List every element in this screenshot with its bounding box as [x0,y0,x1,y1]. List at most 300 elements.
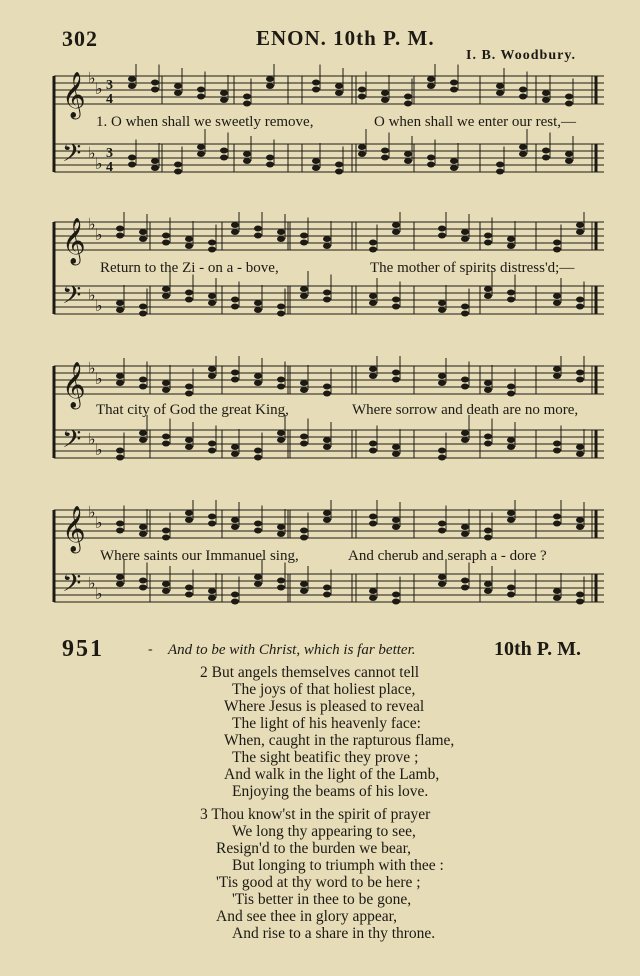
note-head [139,377,147,383]
note-head [542,97,550,103]
note-head [369,448,377,454]
verse-line: And walk in the light of the Lamb, [224,766,440,783]
note-head [542,90,550,96]
note-head [254,448,262,454]
note-head [369,300,377,306]
time-signature-top: 3 [106,78,113,93]
note-head [277,531,285,537]
note-head [185,243,193,249]
note-head [185,384,193,390]
note-head [542,148,550,154]
note-head [576,377,584,383]
flat-icon: ♭ [95,296,103,315]
note-head [208,441,216,447]
note-head [185,517,193,523]
note-head [231,592,239,598]
note-head [185,510,193,516]
note-head [208,373,216,379]
note-head [461,578,469,584]
verse-line: The light of his heavenly face: [232,715,421,732]
note-head [243,101,251,107]
note-head [139,384,147,390]
note-head [277,437,285,443]
flat-icon: ♭ [88,429,96,449]
note-head [312,165,320,171]
note-head [116,300,124,306]
verse-3 [200,806,620,942]
note-head [392,370,400,376]
note-head [553,300,561,306]
note-head [323,517,331,523]
note-head [128,162,136,168]
lyric-1a: 1. O when shall we sweetly remove, [96,114,314,130]
note-head [266,76,274,82]
note-head [335,83,343,89]
note-head [116,528,124,534]
verse-line: When, caught in the rapturous flame, [224,732,455,749]
note-head [174,90,182,96]
note-head [438,574,446,580]
lyric-2b: The mother of spirits distress'd;— [370,260,575,276]
note-head [392,592,400,598]
note-head [162,528,170,534]
note-head [392,451,400,457]
note-head [519,144,527,150]
hymn-number: 951 [62,636,104,662]
note-head [392,229,400,235]
note-head [208,521,216,527]
lyric-3a: That city of God the great King, [96,402,289,418]
note-head [208,514,216,520]
note-head [231,524,239,530]
flat-icon: ♭ [95,369,103,388]
note-head [507,585,515,591]
note-head [312,87,320,93]
note-head [139,236,147,242]
note-head [220,90,228,96]
note-head [323,236,331,242]
heading-dash: - [148,642,153,657]
note-head [277,524,285,530]
treble-clef-icon: 𝄞 [62,218,86,264]
note-head [369,293,377,299]
note-head [335,90,343,96]
flat-icon: ♭ [88,502,96,522]
note-head [231,599,239,605]
note-head [185,297,193,303]
note-head [323,391,331,397]
note-head [484,380,492,386]
note-head [427,83,435,89]
note-head [323,585,331,591]
hymn-meter: 10th P. M. [494,638,582,660]
note-head [507,290,515,296]
note-head [404,101,412,107]
bass-clef-icon: 𝄢 [62,569,82,604]
note-head [243,151,251,157]
note-head [484,581,492,587]
note-head [231,377,239,383]
note-head [553,521,561,527]
note-head [461,236,469,242]
note-head [300,535,308,541]
note-head [300,293,308,299]
note-head [461,524,469,530]
bass-clef-icon: 𝄢 [62,425,82,460]
note-head [266,155,274,161]
bass-clef-icon: 𝄢 [62,281,82,316]
note-head [185,236,193,242]
note-head [484,528,492,534]
note-head [116,373,124,379]
note-head [151,158,159,164]
note-head [139,531,147,537]
treble-clef-icon: 𝄞 [62,506,86,552]
note-head [553,514,561,520]
note-head [300,581,308,587]
note-head [438,455,446,461]
note-head [162,588,170,594]
note-head [243,94,251,100]
note-head [369,514,377,520]
note-head [139,578,147,584]
flat-icon: ♭ [95,154,103,173]
note-head [576,592,584,598]
note-head [323,297,331,303]
flat-icon: ♭ [95,584,103,603]
note-head [185,437,193,443]
note-head [266,83,274,89]
note-head [254,380,262,386]
note-head [438,581,446,587]
note-head [197,144,205,150]
note-head [427,76,435,82]
note-head [565,94,573,100]
note-head [450,165,458,171]
note-head [576,451,584,457]
note-head [116,521,124,527]
treble-clef-icon: 𝄞 [62,362,86,408]
note-head [369,366,377,372]
note-head [254,455,262,461]
note-head [496,169,504,175]
note-head [151,87,159,93]
note-head [438,448,446,454]
note-head [162,535,170,541]
note-head [139,311,147,317]
note-head [576,599,584,605]
note-head [461,430,469,436]
note-head [185,290,193,296]
verse-line: Where Jesus is pleased to reveal [224,698,425,715]
note-head [438,380,446,386]
note-head [231,222,239,228]
flat-icon: ♭ [88,358,96,378]
note-head [576,524,584,530]
note-head [162,240,170,246]
note-head [565,101,573,107]
note-head [231,517,239,523]
note-head [369,588,377,594]
note-head [427,155,435,161]
note-head [231,297,239,303]
flat-icon: ♭ [88,143,96,163]
page-number: 302 [62,26,98,51]
note-head [507,510,515,516]
flat-icon: ♭ [88,285,96,305]
note-head [438,307,446,313]
note-head [116,307,124,313]
note-head [519,87,527,93]
note-head [461,229,469,235]
note-head [369,240,377,246]
composer: I. B. Woodbury. [466,48,577,63]
note-head [565,151,573,157]
note-head [576,517,584,523]
note-head [507,236,515,242]
note-head [254,226,262,232]
note-head [576,229,584,235]
note-head [185,391,193,397]
note-head [461,377,469,383]
note-head [461,531,469,537]
note-head [392,524,400,530]
note-head [381,90,389,96]
note-head [576,370,584,376]
note-head [300,441,308,447]
tune-title: ENON. 10th P. M. [256,26,435,50]
note-head [208,300,216,306]
note-head [392,222,400,228]
note-head [496,162,504,168]
note-head [553,441,561,447]
verse-line: The sight beatific they prove ; [232,749,419,766]
verse-line: And see thee in glory appear, [216,908,398,925]
note-head [507,592,515,598]
lyric-4a: Where saints our Immanuel sing, [100,548,299,564]
flat-icon: ♭ [88,214,96,234]
hymn-heading [60,636,620,664]
note-head [300,233,308,239]
note-head [208,366,216,372]
note-head [300,588,308,594]
lyric-1b: O when shall we enter our rest,— [374,114,577,130]
note-head [323,444,331,450]
note-head [565,158,573,164]
note-head [427,162,435,168]
note-head [116,448,124,454]
note-head [438,373,446,379]
flat-icon: ♭ [95,513,103,532]
note-head [312,158,320,164]
music-system-1 [52,64,612,204]
note-head [369,441,377,447]
note-head [139,304,147,310]
note-head [128,76,136,82]
note-head [162,380,170,386]
treble-clef-icon: 𝄞 [62,72,86,118]
note-head [323,384,331,390]
note-head [496,90,504,96]
time-signature-bottom: 4 [106,92,113,107]
note-head [277,311,285,317]
note-head [438,521,446,527]
note-head [208,588,216,594]
music-system-4 [52,500,612,630]
flat-icon: ♭ [88,68,96,88]
note-head [358,94,366,100]
note-head [461,304,469,310]
note-head [553,448,561,454]
note-head [243,158,251,164]
note-head [496,83,504,89]
note-head [553,366,561,372]
verse-line: 2 But angels themselves cannot tell [200,664,420,681]
hymn-subtitle: And to be with Christ, which is far better. [168,642,416,658]
note-head [139,437,147,443]
note-head [507,444,515,450]
note-head [266,162,274,168]
note-head [300,434,308,440]
note-head [484,434,492,440]
note-head [277,229,285,235]
note-head [404,151,412,157]
flat-icon: ♭ [88,573,96,593]
score-4 [52,500,612,630]
note-head [116,226,124,232]
note-head [139,430,147,436]
verse-line: Enjoying the beams of his love. [232,783,429,800]
note-head [484,441,492,447]
note-head [220,148,228,154]
verse-line: 3 Thou know'st in the spirit of prayer [200,806,431,823]
note-head [128,83,136,89]
note-head [484,286,492,292]
note-head [507,384,515,390]
note-head [277,585,285,591]
note-head [197,87,205,93]
note-head [277,377,285,383]
note-head [254,373,262,379]
note-head [381,148,389,154]
note-head [231,451,239,457]
note-head [438,528,446,534]
note-head [208,247,216,253]
note-head [139,585,147,591]
note-head [323,243,331,249]
note-head [174,162,182,168]
note-head [507,517,515,523]
note-head [116,380,124,386]
note-head [542,155,550,161]
note-head [162,581,170,587]
note-head [220,155,228,161]
note-head [404,94,412,100]
note-head [185,585,193,591]
note-head [323,290,331,296]
note-head [151,165,159,171]
note-head [576,304,584,310]
verse-2 [200,664,620,800]
note-head [484,233,492,239]
note-head [381,155,389,161]
flat-icon: ♭ [95,225,103,244]
note-head [254,581,262,587]
note-head [381,97,389,103]
time-signature-bottom: 4 [106,160,113,175]
note-head [507,391,515,397]
note-head [507,243,515,249]
note-head [461,437,469,443]
note-head [484,387,492,393]
note-head [174,169,182,175]
note-head [312,80,320,86]
note-head [162,286,170,292]
note-head [300,387,308,393]
note-head [116,455,124,461]
note-head [358,151,366,157]
note-head [461,311,469,317]
note-head [553,240,561,246]
music-system-3 [52,356,612,486]
note-head [197,94,205,100]
note-head [162,441,170,447]
note-head [438,226,446,232]
note-head [300,380,308,386]
lyric-3b: Where sorrow and death are no more, [352,402,579,418]
note-head [185,592,193,598]
note-head [404,158,412,164]
verse-line: Resign'd to the burden we bear, [216,840,412,857]
bass-clef-icon: 𝄢 [62,139,82,174]
note-head [553,588,561,594]
note-head [369,521,377,527]
note-head [369,247,377,253]
note-head [116,581,124,587]
note-head [576,444,584,450]
note-head [128,155,136,161]
note-head [450,158,458,164]
note-head [335,162,343,168]
note-head [277,430,285,436]
note-head [231,444,239,450]
music-system-2 [52,212,612,342]
note-head [392,377,400,383]
note-head [300,286,308,292]
verse-line: But longing to triumph with thee : [232,857,444,874]
note-head [358,87,366,93]
note-head [231,304,239,310]
note-head [162,233,170,239]
note-head [438,300,446,306]
note-head [576,222,584,228]
note-head [323,437,331,443]
note-head [392,304,400,310]
note-head [335,169,343,175]
lyric-2a: Return to the Zi - on a - bove, [100,260,279,276]
note-head [392,297,400,303]
note-head [392,599,400,605]
note-head [484,240,492,246]
note-head [254,528,262,534]
note-head [162,387,170,393]
note-head [450,80,458,86]
note-head [116,233,124,239]
note-head [185,444,193,450]
note-head [220,97,228,103]
note-head [450,87,458,93]
note-head [369,595,377,601]
